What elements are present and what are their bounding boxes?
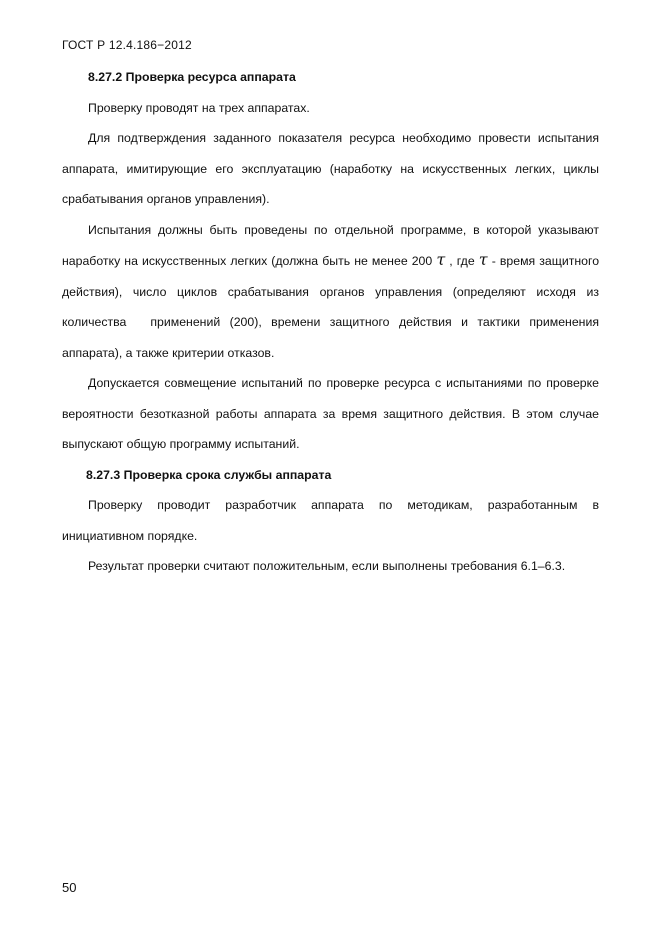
paragraph-developer-check: Проверку проводит разработчик аппарата по методикам, разработанным в инициативном порядке. bbox=[62, 498, 599, 543]
paragraph-text-part: Испытания должны быть проведены по отдельной программе, в которой указывают наработку на искусственных легких (должна быть не менее 200 bbox=[62, 222, 599, 268]
tau-symbol: τ bbox=[436, 250, 446, 269]
paragraph-three-units: Проверку проводят на трех аппаратах. bbox=[88, 100, 310, 115]
paragraph-resource-confirmation: Для подтверждения заданного показателя ресурса необходимо провести испытания аппарата, имитирующие его эксплуатацию (наработку на искусственных легких, циклы срабатывания органов управления). bbox=[62, 131, 599, 206]
document-code-header: ГОСТ Р 12.4.186−2012 bbox=[62, 38, 192, 52]
paragraph-combined-testing: Допускается совмещение испытаний по проверке ресурса с испытаниями по проверке вероятности безотказной работы аппарата за время защитного действия. В этом случае выпускают общую программу испытаний. bbox=[62, 376, 599, 451]
paragraph-text-part: - время защитного действия), число циклов срабатывания органов управления (определяют исходя из количества bbox=[62, 254, 600, 329]
paragraph-result: Результат проверки считают положительным, если выполнены требования 6.1–6.3. bbox=[88, 559, 566, 573]
paragraph-test-program bbox=[62, 215, 599, 369]
tau-symbol: τ bbox=[478, 250, 488, 269]
section-heading-8-27-2: 8.27.2 Проверка ресурса аппарата bbox=[88, 70, 296, 84]
page-number: 50 bbox=[62, 880, 77, 895]
section-heading-8-27-3: 8.27.3 Проверка срока службы аппарата bbox=[86, 467, 332, 482]
document-body bbox=[62, 62, 599, 582]
paragraph-text-part: применений (200), времени защитного действия и тактики применения аппарата), а также критерии отказов. bbox=[62, 315, 599, 360]
paragraph-text-part: , где bbox=[449, 254, 475, 268]
